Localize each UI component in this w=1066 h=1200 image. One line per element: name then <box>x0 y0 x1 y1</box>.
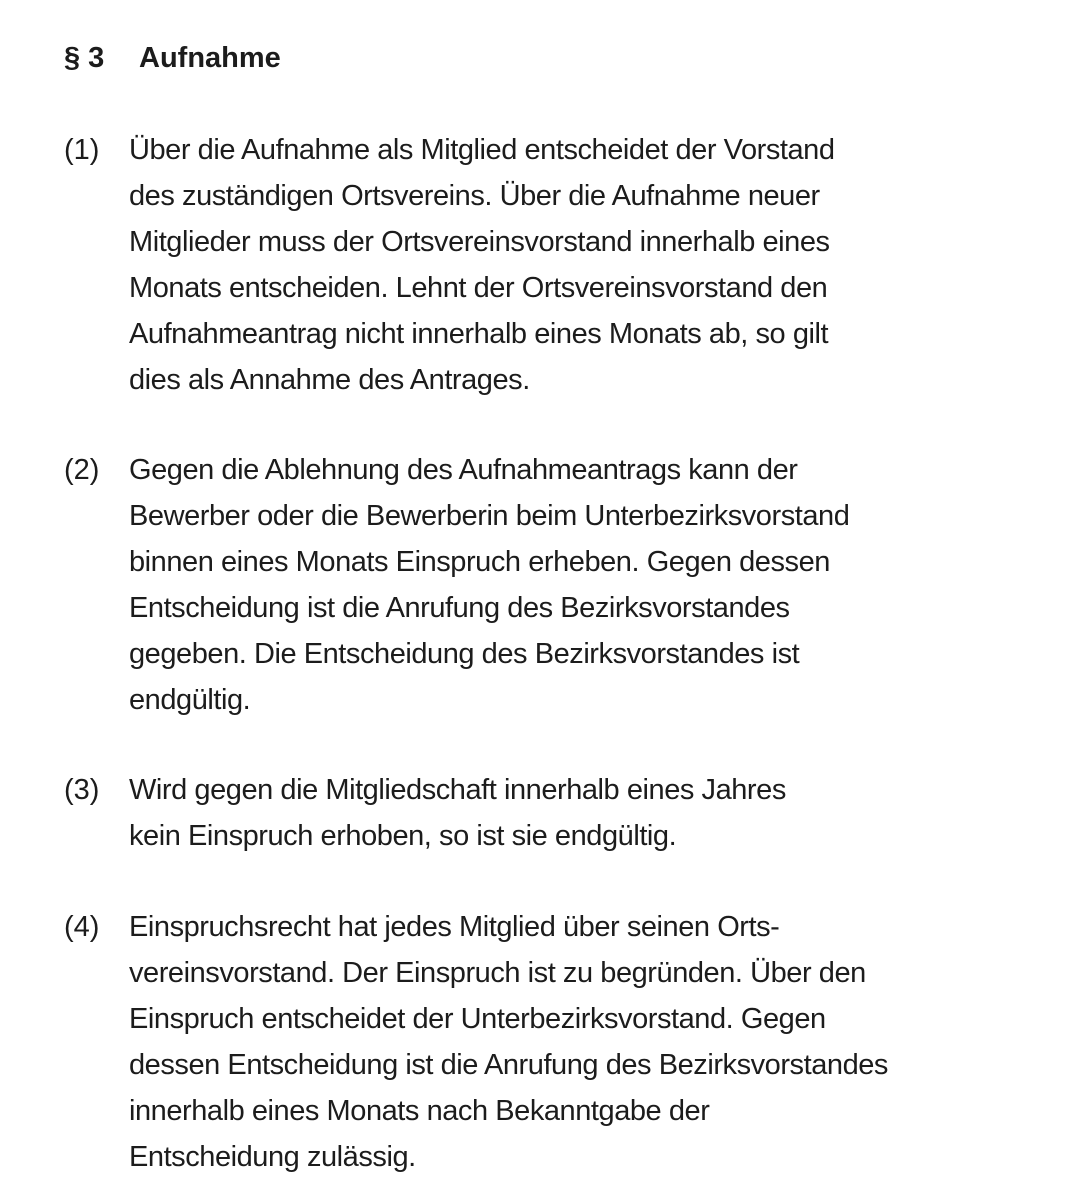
text-line: dessen Entscheidung ist die Anrufung des Bezirksvorstandes <box>129 1049 888 1081</box>
text-line: vereinsvorstand. Der Einspruch ist zu begründen. Über den <box>129 957 866 989</box>
paragraph-number: (2) <box>64 454 100 486</box>
text-line: innerhalb eines Monats nach Bekanntgabe der <box>129 1095 710 1127</box>
text-line: des zuständigen Ortsvereins. Über die Aufnahme neuer <box>129 180 820 212</box>
text-line: Entscheidung zulässig. <box>129 1141 416 1173</box>
text-line: Entscheidung ist die Anrufung des Bezirksvorstandes <box>129 592 790 624</box>
text-line: Gegen die Ablehnung des Aufnahmeantrags kann der <box>129 454 798 486</box>
text-line: endgültig. <box>129 684 251 716</box>
text-line: Wird gegen die Mitgliedschaft innerhalb eines Jahres <box>129 774 786 806</box>
text-line: kein Einspruch erhoben, so ist sie endgültig. <box>129 820 677 852</box>
text-line: Einspruchsrecht hat jedes Mitglied über seinen Orts- <box>129 911 780 943</box>
paragraph-text <box>129 767 786 859</box>
paragraph-text <box>129 904 888 1180</box>
text-line: Aufnahmeantrag nicht innerhalb eines Monats ab, so gilt <box>129 318 829 350</box>
section-title: Aufnahme <box>139 42 281 74</box>
paragraph-number: (3) <box>64 774 100 806</box>
text-line: Über die Aufnahme als Mitglied entscheidet der Vorstand <box>129 134 835 166</box>
text-line: Monats entscheiden. Lehnt der Ortsvereinsvorstand den <box>129 272 828 304</box>
text-line: Bewerber oder die Bewerberin beim Unterbezirksvorstand <box>129 500 850 532</box>
text-line: Mitglieder muss der Ortsvereinsvorstand innerhalb eines <box>129 226 830 258</box>
text-line: binnen eines Monats Einspruch erheben. Gegen dessen <box>129 546 830 578</box>
text-line: gegeben. Die Entscheidung des Bezirksvorstandes ist <box>129 638 800 670</box>
text-line: Einspruch entscheidet der Unterbezirksvorstand. Gegen <box>129 1003 826 1035</box>
text-line: dies als Annahme des Antrages. <box>129 364 530 396</box>
paragraph-number: (1) <box>64 134 100 166</box>
section-number: § 3 <box>64 42 105 74</box>
paragraph-text <box>129 447 849 723</box>
section-heading <box>64 40 281 76</box>
paragraph-number: (4) <box>64 911 100 943</box>
paragraph-text <box>129 127 835 403</box>
